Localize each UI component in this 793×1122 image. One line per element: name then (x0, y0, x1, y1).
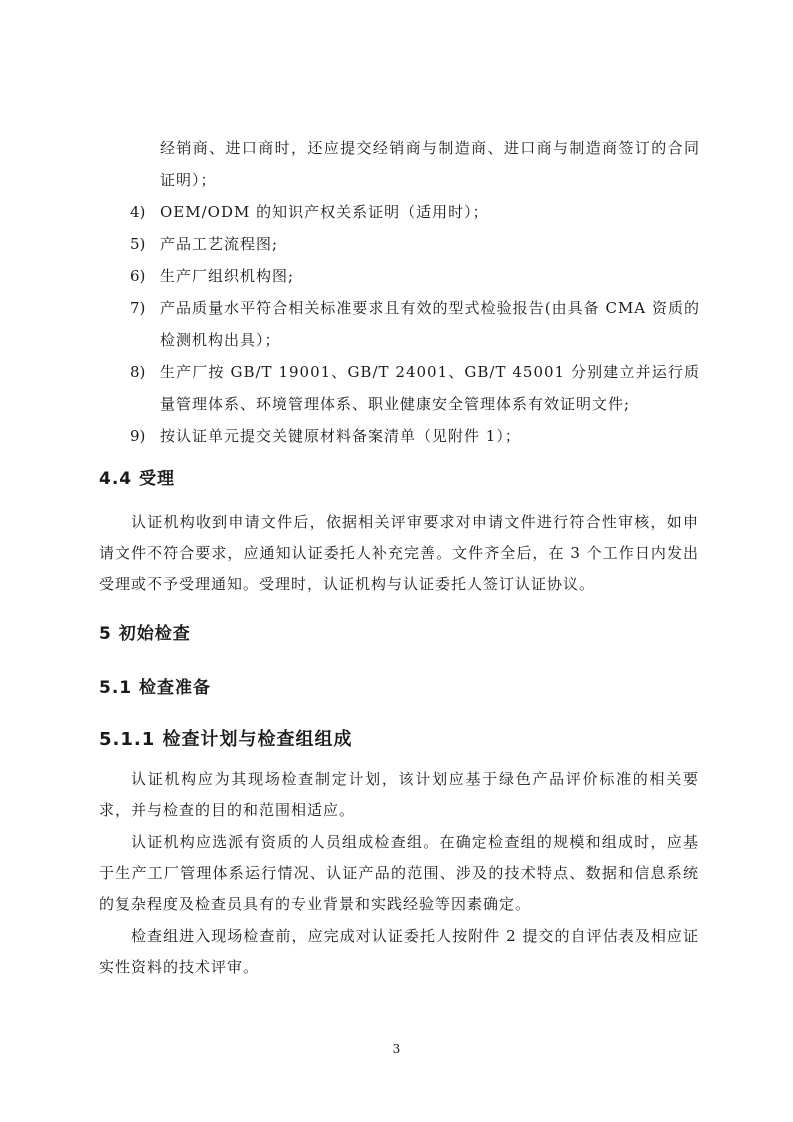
list-item-number: 9) (130, 427, 146, 445)
list-item-text: 生产厂按 GB/T 19001、GB/T 24001、GB/T 45001 分别建立并运行质量管理体系、环境管理体系、职业健康安全管理体系有效证明文件; (160, 363, 700, 413)
list-item-number: 5) (130, 235, 146, 253)
section-heading-5: 5 初始检查 (99, 624, 191, 644)
section-paragraph: 认证机构应为其现场检查制定计划，该计划应基于绿色产品评价标准的相关要求，并与检查的目的和范围相适应。 (99, 770, 699, 819)
list-item-text: OEM/ODM 的知识产权关系证明（适用时）； (160, 203, 489, 221)
list-item-text: 产品工艺流程图; (160, 235, 279, 253)
section-heading-4-4: 4.4 受理 (99, 469, 176, 489)
list-item (130, 260, 700, 292)
page-number: 3 (392, 1042, 401, 1056)
list-item-number: 7) (130, 299, 146, 317)
section-heading-5-1-1: 5.1.1 检查计划与检查组组成 (99, 729, 353, 750)
list-item-text: 生产厂组织机构图; (160, 267, 295, 285)
list-item-text: 产品质量水平符合相关标准要求且有效的型式检验报告(由具备 CMA 资质的检测机构出具）； (160, 299, 700, 349)
list-item-continuation: 经销商、进口商时，还应提交经销商与制造商、进口商与制造商签订的合同证明）； (160, 139, 700, 189)
section-paragraph: 认证机构收到申请文件后，依据相关评审要求对申请文件进行符合性审核，如申请文件不符合要求，应通知认证委托人补充完善。文件齐全后，在 3 个工作日内发出受理或不予受理通知。受理时，认证机构与认证委托人签订认证协议。 (99, 513, 699, 593)
list-item (130, 228, 700, 260)
list-item (130, 420, 700, 452)
list-item-text: 按认证单元提交关键原材料备案清单（见附件 1）； (160, 427, 521, 445)
section-heading-5-1: 5.1 检查准备 (99, 678, 212, 698)
list-item (130, 292, 700, 356)
document-list (130, 196, 700, 452)
list-item-number: 6) (130, 267, 146, 285)
section-paragraph: 认证机构应选派有资质的人员组成检查组。在确定检查组的规模和组成时，应基于生产工厂管理体系运行情况、认证产品的范围、涉及的技术特点、数据和信息系统的复杂程度及检查员具有的专业背景和实践经验等因素确定。 (99, 833, 699, 913)
list-item (130, 356, 700, 420)
list-item-number: 4) (130, 203, 146, 221)
list-item (130, 196, 700, 228)
list-item-number: 8) (130, 363, 146, 381)
section-paragraph: 检查组进入现场检查前，应完成对认证委托人按附件 2 提交的自评估表及相应证实性资料的技术评审。 (99, 927, 699, 976)
